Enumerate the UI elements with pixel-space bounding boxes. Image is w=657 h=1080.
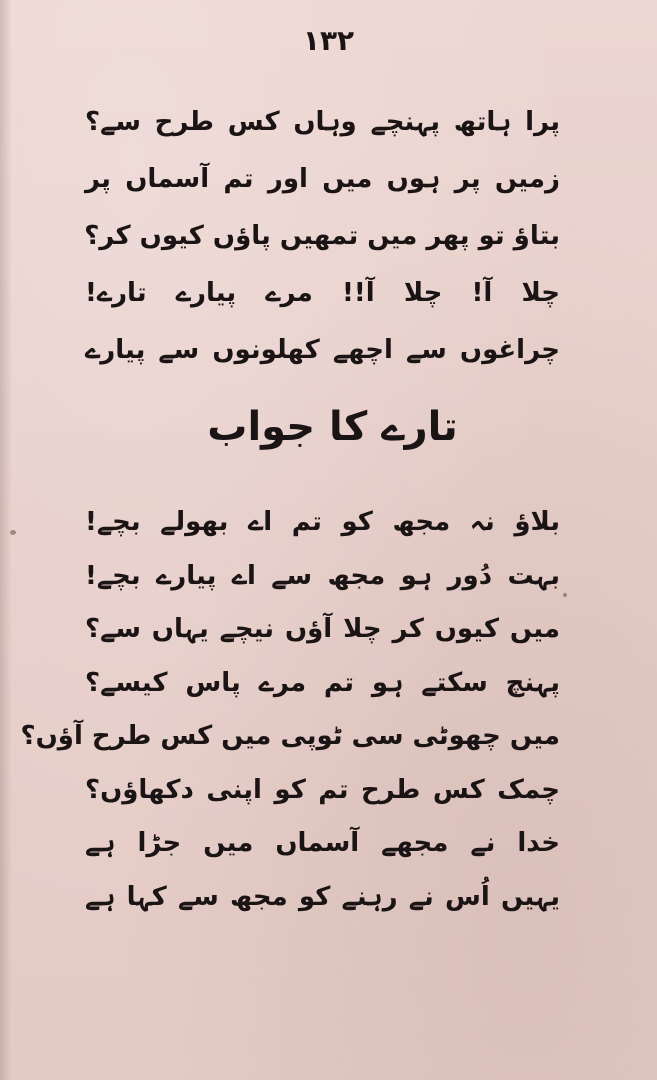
verse-line: چراغوں سے اچھے کھلونوں سے پیارے — [85, 335, 560, 365]
verse-line: بتاؤ تو پھر میں تمھیں پاؤں کیوں کر؟ — [84, 221, 560, 251]
verse-line: یہیں اُس نے رہنے کو مجھ سے کہا ہے — [85, 881, 560, 912]
verse-line: چلا آ! چلا آ!! مرے پیارے تارے! — [85, 278, 560, 308]
verse-line: بلاؤ نہ مجھ کو تم اے بھولے بچے! — [85, 507, 560, 537]
poem-stanza-1 — [85, 94, 560, 364]
ink-spot — [563, 593, 567, 597]
verse-line: میں چھوٹی سی ٹوپی میں کس طرح آؤں؟ — [20, 721, 560, 751]
verse-line: زمیں پر ہوں میں اور تم آسماں پر — [85, 164, 560, 194]
verse-line: میں کیوں کر چلا آؤں نیچے یہاں سے؟ — [85, 614, 560, 644]
verse-line: چمک کس طرح تم کو اپنی دکھاؤں؟ — [85, 774, 560, 805]
verse-line: پہنچ سکتے ہو تم مرے پاس کیسے؟ — [85, 667, 560, 698]
verse-line: خدا نے مجھے آسماں میں جڑا ہے — [85, 828, 560, 858]
poem-stanza-2 — [20, 496, 560, 966]
verse-line: پرا ہاتھ پہنچے وہاں کس طرح سے؟ — [85, 107, 560, 137]
page-edge-shadow — [0, 0, 12, 1080]
ink-spot — [10, 530, 16, 535]
verse-line: بہت دُور ہو مجھ سے اے پیارے بچے! — [85, 560, 560, 591]
page-number: ۱۳۲ — [302, 24, 355, 57]
poem-heading: تارے کا جواب — [207, 404, 458, 450]
